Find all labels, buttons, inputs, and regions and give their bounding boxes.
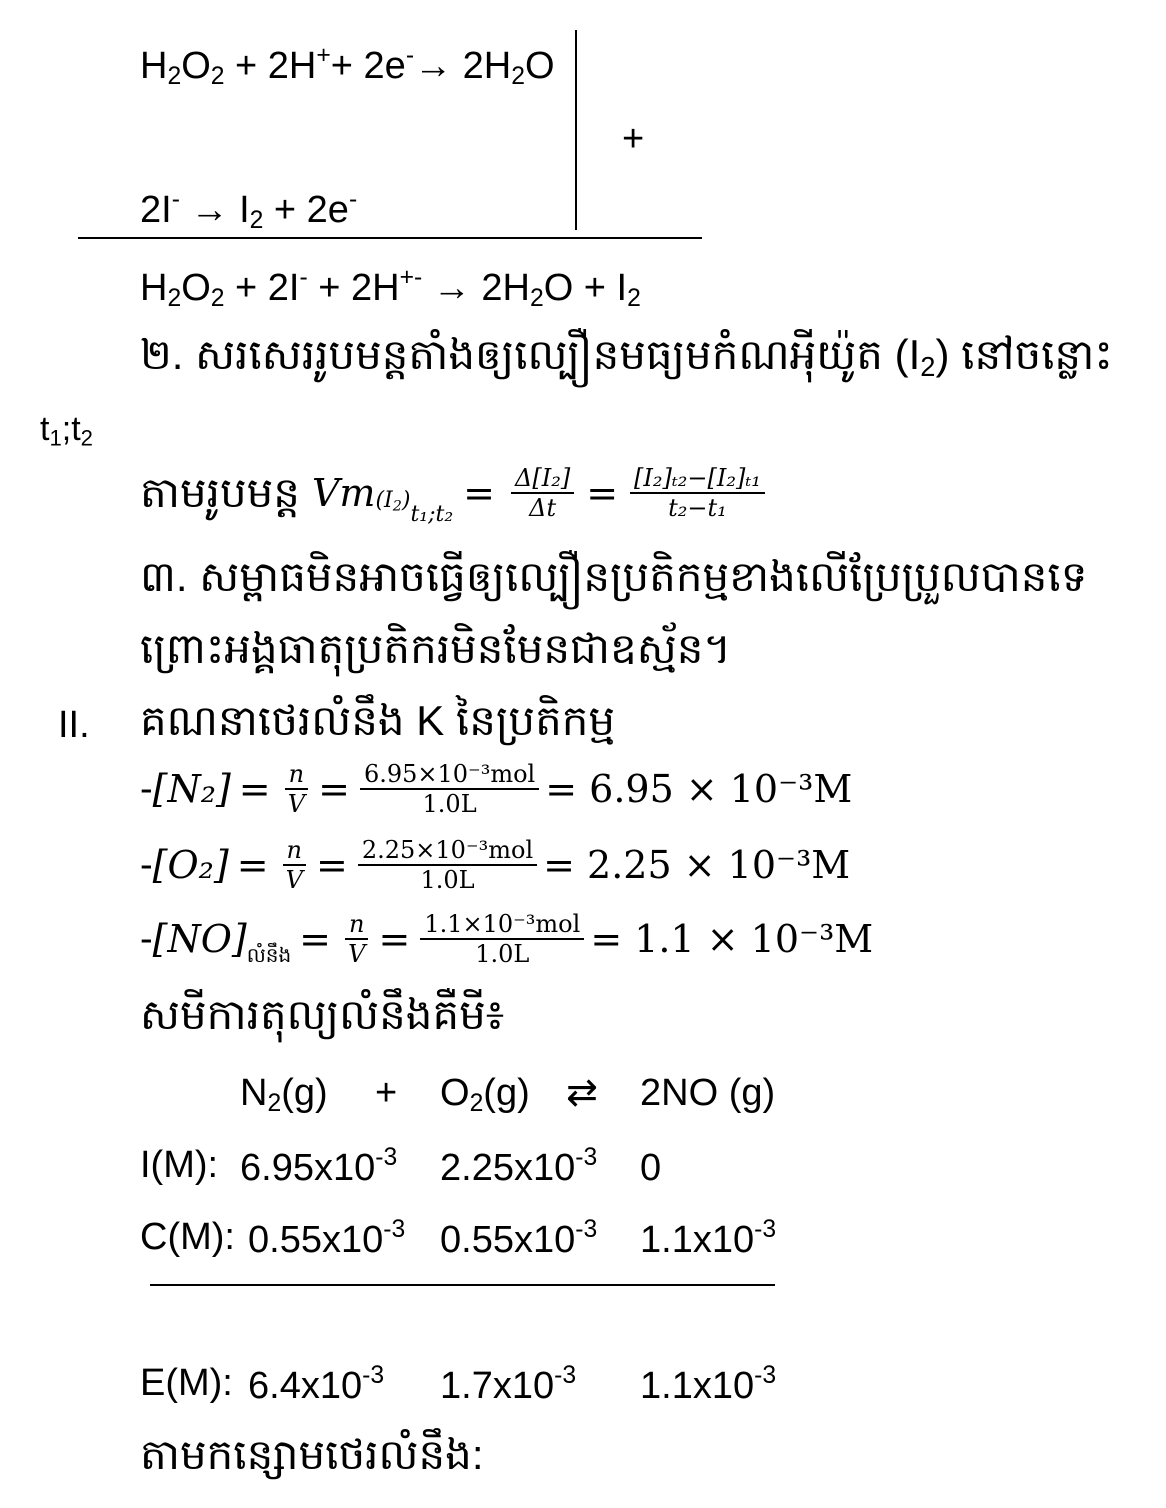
sum-rule: [78, 237, 702, 239]
question-2: ២. សរសេររូបមន្តតាំងឲ្យល្បឿនមធ្យមកំណអុីយ៉ូត $(I_2)$ នៅចន្លោះ: [140, 331, 1113, 382]
question-3-line-2: ព្រោះអង្គធាតុប្រតិករមិនមែនជាឧស្ម័ន។: [140, 625, 732, 672]
ice-row-change-n2: $0.55x10^{-3}$: [248, 1216, 406, 1261]
final-line: តាមកន្សោមថេរលំនឹង:: [140, 1431, 484, 1478]
ice-plus: +: [375, 1072, 398, 1114]
conc-no: - [NO] លំនឹង = $\frac{n}{V}$ = $\frac{\text{1.1×10⁻³mol}}{1.0L}$ = 1.1 × 10⁻³M: [140, 910, 874, 968]
section-title: គណនាថេរលំនឹង K នៃប្រតិកម្ម: [140, 697, 616, 744]
formula-label: តាមរូបមន្ត: [140, 469, 300, 516]
fraction-delta: $\frac{\text{Δ[I₂]}}{\Delta t}$: [511, 466, 574, 520]
vm-symbol: Vm: [311, 471, 376, 515]
ice-row-equilibrium-no: $1.1x10^{-3}$: [640, 1362, 777, 1407]
ice-rule: [150, 1284, 775, 1286]
ice-equilibrium-arrow: ⇄: [566, 1072, 598, 1114]
fraction-difference: $\frac{\text{[I₂]ₜ₂−[I₂]ₜ₁}}{\text{t₂−t₁}}$: [630, 466, 765, 520]
section-numeral: II.: [58, 704, 90, 746]
ice-species-o2: $O_2(g)$: [440, 1072, 530, 1118]
vm-interval-subscript: t₁;t₂: [410, 502, 454, 527]
equals-1: =: [463, 471, 496, 515]
ice-row-initial-label: I(M):: [140, 1144, 219, 1186]
conc-o2: - [O₂] = $\frac{n}{V}$ = $\frac{\text{2.25×10⁻³mol}}{1.0L}$ = 2.25 × 10⁻³M: [140, 836, 851, 894]
ice-row-change-label: C(M):: [140, 1216, 235, 1258]
equals-2: =: [586, 471, 619, 515]
half-reaction-1: $H_2O_2 + 2H^++ 2e^-\to 2H_2O$: [140, 42, 555, 90]
ice-species-no: 2NO (g): [640, 1072, 776, 1114]
ice-species-n2: $N_2(g)$: [240, 1072, 328, 1118]
ice-row-change-no: $1.1x10^{-3}$: [640, 1216, 777, 1261]
ice-row-initial-n2: $6.95x10^{-3}$: [240, 1144, 398, 1189]
half-reaction-2: $2I^- \to I_2 + 2e^-$: [140, 186, 358, 234]
rate-formula: [140, 464, 771, 527]
ice-row-initial-o2: $2.25x10^{-3}$: [440, 1144, 598, 1189]
bracket-bar: [575, 30, 577, 230]
ice-row-initial-no: 0: [640, 1146, 662, 1189]
vm-subscript: $(I_2)$: [375, 488, 411, 515]
question-3-line-1: ៣. សម្ពាធមិនអាចធ្វើឲ្យល្បឿនប្រតិកម្មខាងលើប្រែប្រួលបានទេ: [140, 553, 1088, 600]
equilibrium-heading: សមីការតុល្យលំនឹងគឺមី៖: [140, 991, 505, 1038]
ice-row-change-o2: $0.55x10^{-3}$: [440, 1216, 598, 1261]
question-2-interval: $t_1;t_2$: [40, 410, 93, 451]
plus-sign: +: [622, 118, 645, 160]
ice-row-equilibrium-n2: $6.4x10^{-3}$: [248, 1362, 385, 1407]
ice-row-equilibrium-label: E(M):: [140, 1362, 233, 1404]
ice-row-equilibrium-o2: $1.7x10^{-3}$: [440, 1362, 577, 1407]
overall-reaction: $H_2O_2 + 2I^- + 2H^{+-} \to 2H_2O + I_2$: [140, 264, 641, 312]
conc-n2: - [N₂] = $\frac{n}{V}$ = $\frac{\text{6.95×10⁻³mol}}{1.0L}$ = 6.95 × 10⁻³M: [140, 760, 853, 818]
